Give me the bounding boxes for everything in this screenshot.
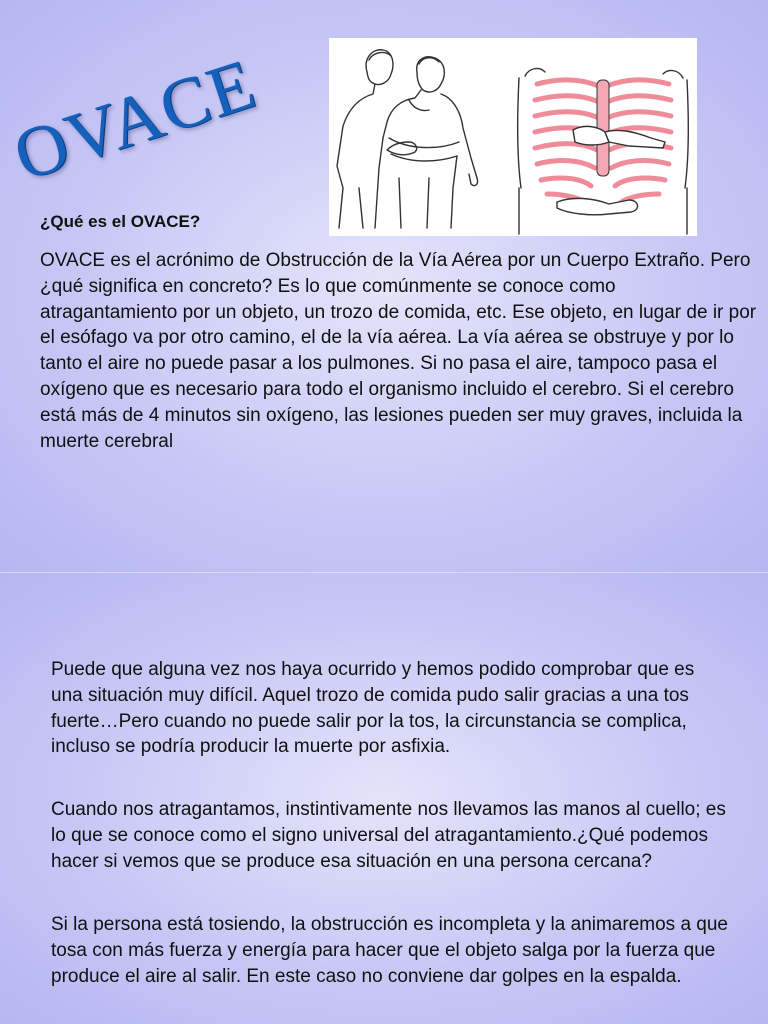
title-wrap — [4, 42, 266, 196]
slide-title: OVACE — [4, 42, 266, 196]
heimlich-maneuver-illustration — [329, 38, 697, 236]
ovace-definition-paragraph: OVACE es el acrónimo de Obstrucción de la Vía Aérea por un Cuerpo Extraño. Pero ¿qué significa en concreto? Es lo que comúnmente se conoce como atragantamiento por un objeto, un trozo de comida, etc. Ese objeto, en lugar de ir por el esófago va por otro camino, el de la vía aérea. La vía aérea se obstruye y por lo tanto el aire no puede pasar a los pulmones. Si no pasa el aire, tampoco pasa el oxígeno que es necesario para todo el organismo incluido el cerebro. Si el cerebro está más de 4 minutos sin oxígeno, las lesiones pueden ser muy graves, incluida la muerte cerebral — [40, 250, 757, 452]
paragraph-universal-sign: Cuando nos atragantamos, instintivamente nos llevamos las manos al cuello; es lo que se conoce como el signo universal del atragantamiento.¿Qué podemos hacer si vemos que se produce esa situación en una persona cercana? — [51, 799, 726, 872]
paragraph-choking-experience: Puede que alguna vez nos haya ocurrido y hemos podido comprobar que es una situación muy difícil. Aquel trozo de comida pudo salir gracias a una tos fuerte…Pero cuando no puede salir por la tos, la circunstancia se complica, incluso se podría producir la muerte por asfixia. — [51, 659, 695, 758]
paragraph-coughing-advice: Si la persona está tosiendo, la obstrucción es incompleta y la animaremos a que tosa con más fuerza y energía para hacer que el objeto salga por la fuerza que produce el aire al salir. En este caso no conviene dar golpes en la espalda. — [51, 914, 728, 987]
question-heading: ¿Qué es el OVACE? — [40, 212, 201, 231]
